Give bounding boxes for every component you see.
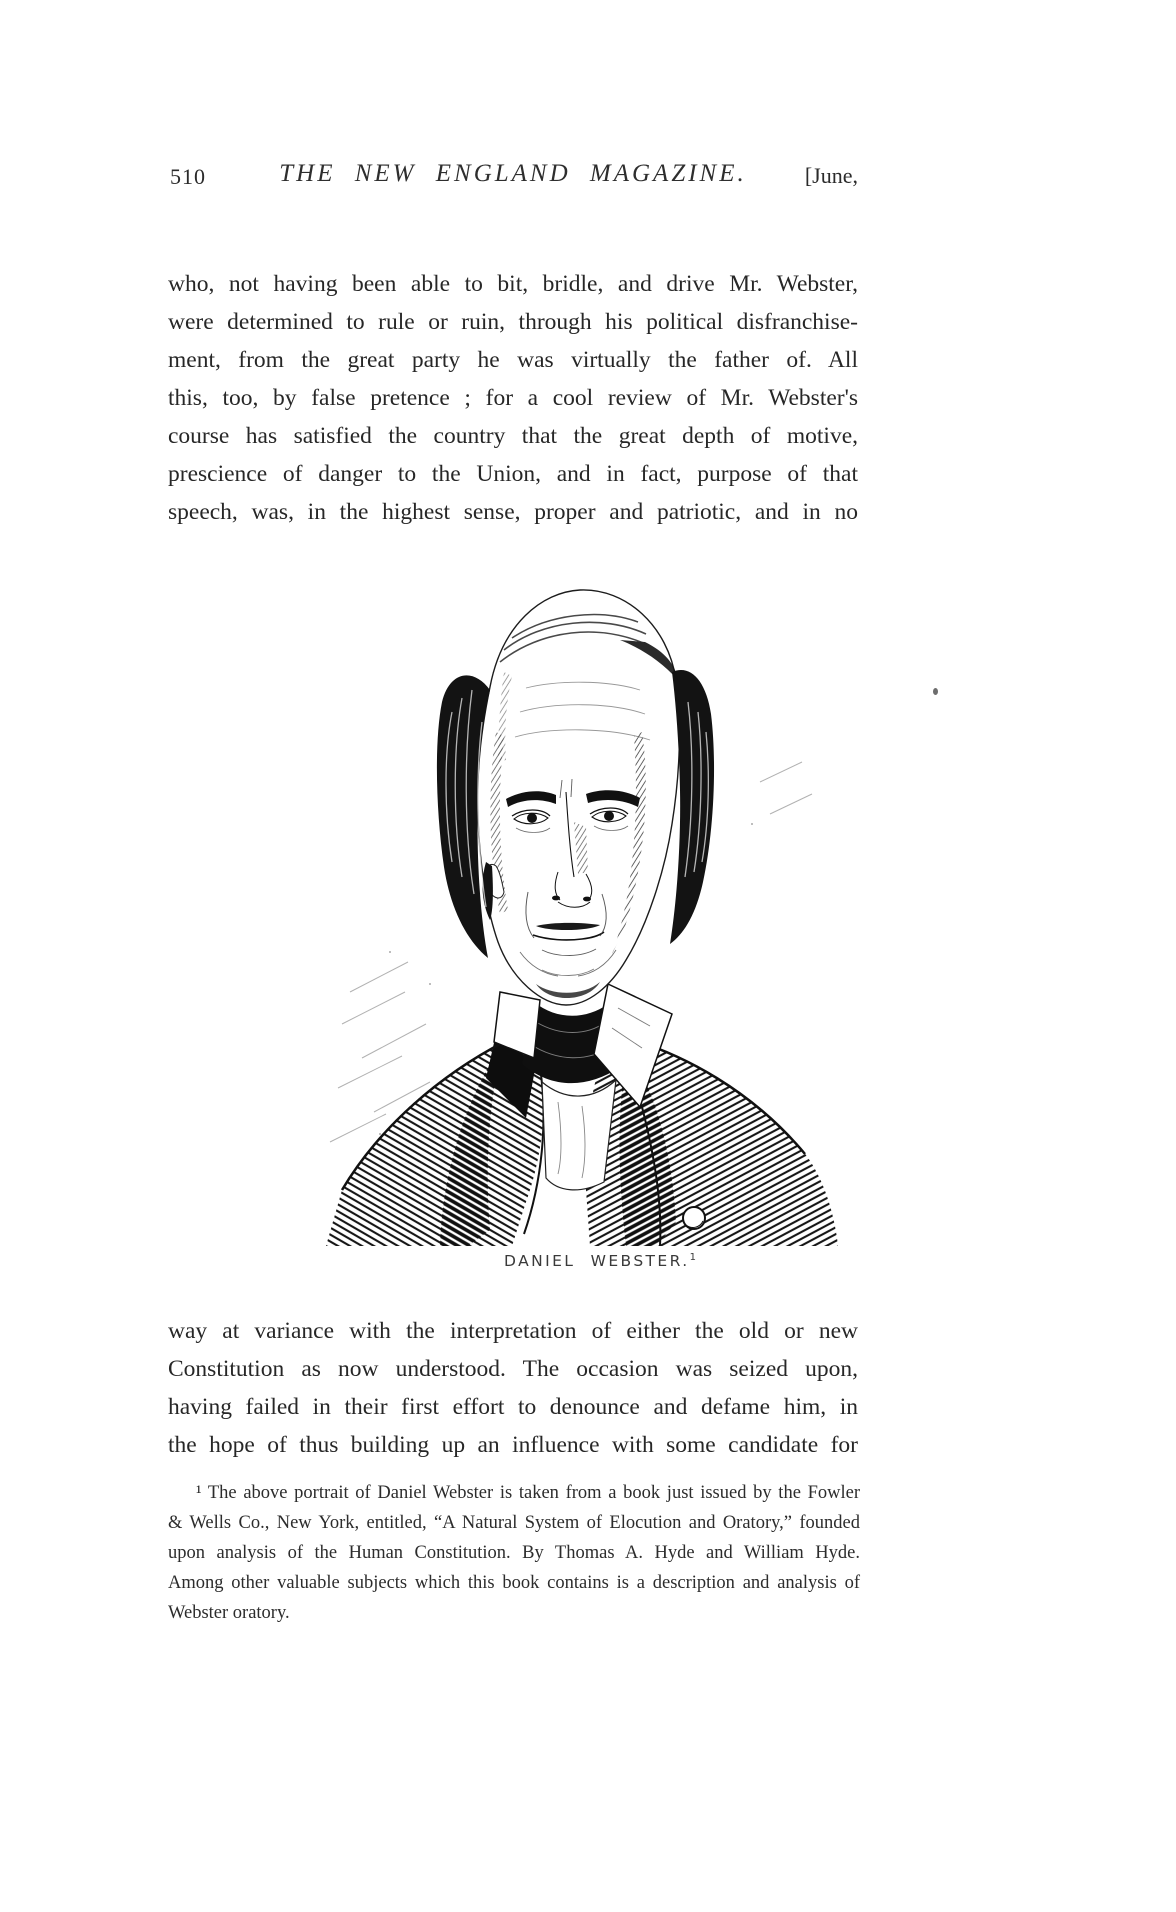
caption-footnote-marker: 1 [689,1252,696,1263]
caption-text: DANIEL WEBSTER. [504,1252,690,1270]
webster-engraving-image [290,522,850,1246]
text-line: way at variance with the interpretation of either the old or new [168,1318,858,1344]
footnote-line: & Wells Co., New York, entitled, “A Natural System of Elocution and Oratory,” founded [168,1513,860,1533]
portrait-caption [320,1252,880,1270]
footnote-line: Webster oratory. [168,1603,290,1623]
portrait-head [437,590,714,1005]
journal-title: THE NEW ENGLAND MAGAZINE. [279,160,747,187]
text-line: ment, from the great party he was virtually the father of. All [168,347,858,373]
webster-portrait-figure [290,522,850,1246]
text-line: Constitution as now understood. The occasion was seized upon, [168,1356,858,1382]
text-line: were determined to rule or ruin, through his political disfranchise- [168,309,858,335]
text-line: prescience of danger to the Union, and in fact, purpose of that [168,461,858,487]
issue-date: [June, [804,163,858,188]
scan-speck [933,688,938,695]
paragraph-above-portrait [168,265,858,531]
page-number: 510 [170,164,206,189]
text-line: course has satisfied the country that the great depth of motive, [168,423,858,449]
text-line: speech, was, in the highest sense, proper and patriotic, and in no [168,499,858,525]
footnote-line: ¹ The above portrait of Daniel Webster is taken from a book just issued by the Fowler [196,1483,860,1503]
text-line: this, too, by false pretence ; for a cool review of Mr. Webster's [168,385,858,411]
footnote-line: Among other valuable subjects which this book contains is a description and analysis of [168,1573,860,1593]
footnote-line: upon analysis of the Human Constitution. By Thomas A. Hyde and William Hyde. [168,1543,860,1563]
text-line: who, not having been able to bit, bridle, and drive Mr. Webster, [168,271,858,297]
paragraph-below-portrait [168,1312,858,1464]
text-line: having failed in their first effort to denounce and defame him, in [168,1394,858,1420]
running-head [168,160,858,194]
text-line: the hope of thus building up an influence with some candidate for [168,1432,858,1458]
footnote-block [168,1478,860,1628]
